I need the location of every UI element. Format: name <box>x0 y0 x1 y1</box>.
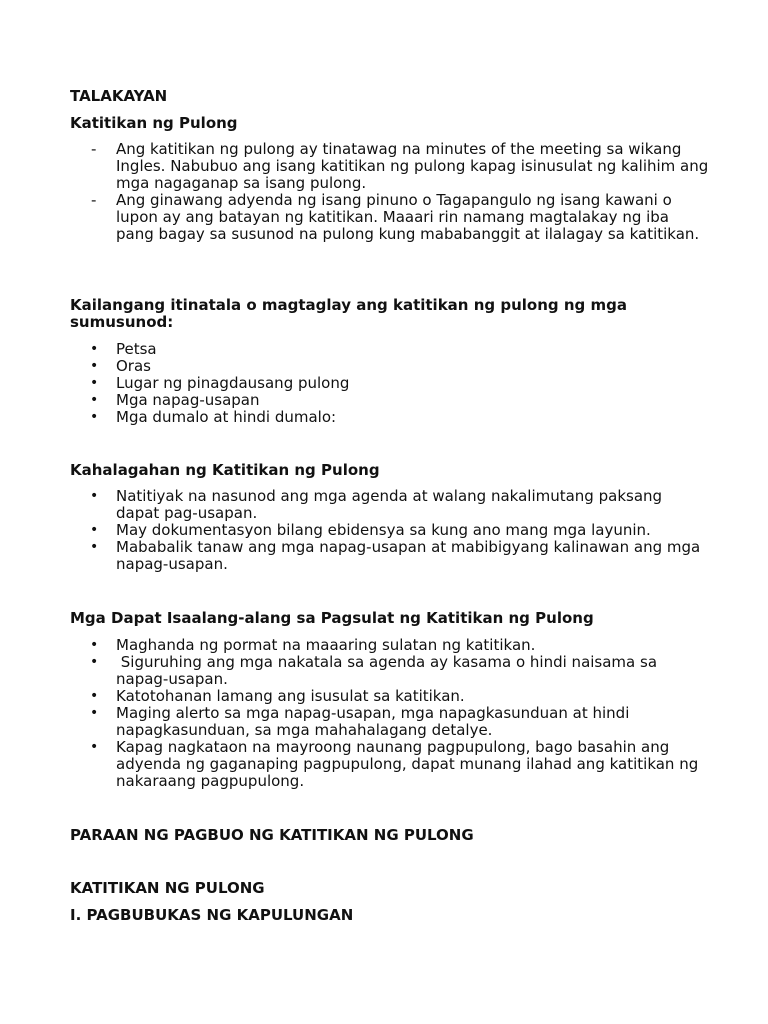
list-item <box>70 192 710 243</box>
bullet-marker: • <box>90 358 99 374</box>
list-item-text: May dokumentasyon bilang ebidensya sa kung ano mang mga layunin. <box>116 521 651 539</box>
list-item-text: Katotohanan lamang ang isusulat sa katitikan. <box>116 687 465 705</box>
list-item-text: Lugar ng pinagdausang pulong <box>116 374 350 392</box>
list-item <box>70 409 710 426</box>
list-item <box>70 522 710 539</box>
bullet-marker: • <box>90 341 99 357</box>
heading-paraan: PARAAN NG PAGBUO NG KATITIKAN NG PULONG <box>70 826 474 844</box>
list-item-text: Petsa <box>116 340 157 358</box>
bullet-marker: • <box>90 688 99 704</box>
list-item <box>70 375 710 392</box>
heading-katitikan-ng-pulong: KATITIKAN NG PULONG <box>70 879 265 897</box>
bullet-list-kahalagahan <box>70 488 710 573</box>
list-item-text: Ang ginawang adyenda ng isang pinuno o Tagapangulo ng isang kawani o lupon ay ang batayan ng katitikan. Maaari rin namang magtalakay ng iba pang bagay sa susunod na pulong kung mababanggit at ilalagay sa katitikan. <box>116 191 700 243</box>
dash-marker: - <box>91 140 97 158</box>
list-item-text: Mababalik tanaw ang mga napag-usapan at mabibigyang kalinawan ang mga napag-usapan. <box>116 538 701 573</box>
list-item-text: Maging alerto sa mga napag-usapan, mga napagkasunduan at hindi napagkasunduan, sa mga mahahalagang detalye. <box>116 704 630 739</box>
bullet-list-mga-dapat <box>70 637 710 790</box>
list-item-text: Siguruhing ang mga nakatala sa agenda ay kasama o hindi naisama sa napag-usapan. <box>116 653 662 688</box>
bullet-marker: • <box>90 739 99 755</box>
list-item-text: Ang katitikan ng pulong ay tinatawag na minutes of the meeting sa wikang Ingles. Nabubuo ang isang katitikan ng pulong kapag isinusulat ng kalihim ang mga nagaganap sa isang pulong. <box>116 140 709 192</box>
list-item-text: Natitiyak na nasunod ang mga agenda at walang nakalimutang paksang dapat pag-usapan. <box>116 487 663 522</box>
list-item <box>70 637 710 654</box>
bullet-marker: • <box>90 375 99 391</box>
list-item <box>70 739 710 790</box>
section-heading-katitikan: Katitikan ng Pulong <box>70 114 238 132</box>
bullet-marker: • <box>90 637 99 653</box>
bullet-marker: • <box>90 409 99 425</box>
dash-marker: - <box>91 191 97 209</box>
list-item <box>70 341 710 358</box>
bullet-list-kailangan <box>70 341 710 426</box>
list-item-text: Mga dumalo at hindi dumalo: <box>116 408 337 426</box>
list-item <box>70 488 710 522</box>
bullet-marker: • <box>90 392 99 408</box>
list-item-text: Maghanda ng pormat na maaaring sulatan ng katitikan. <box>116 636 536 654</box>
bullet-marker: • <box>90 705 99 721</box>
bullet-marker: • <box>90 488 99 504</box>
list-item-text: Mga napag-usapan <box>116 391 260 409</box>
list-item <box>70 654 710 688</box>
heading-pagbubukas: I. PAGBUBUKAS NG KAPULUNGAN <box>70 906 354 924</box>
document-title: TALAKAYAN <box>70 87 168 105</box>
list-item <box>70 141 710 192</box>
list-item <box>70 688 710 705</box>
bullet-marker: • <box>90 654 99 670</box>
section-heading-kahalagahan: Kahalagahan ng Katitikan ng Pulong <box>70 461 380 479</box>
list-item <box>70 358 710 375</box>
list-item <box>70 539 710 573</box>
bullet-marker: • <box>90 522 99 538</box>
section-heading-kailangan: Kailangang itinatala o magtaglay ang katitikan ng pulong ng mga sumusunod: <box>70 296 627 331</box>
bullet-marker: • <box>90 539 99 555</box>
list-item-text: Oras <box>116 357 151 375</box>
list-item <box>70 392 710 409</box>
section-heading-mga-dapat: Mga Dapat Isaalang-alang sa Pagsulat ng Katitikan ng Pulong <box>70 609 594 627</box>
list-item-text: Kapag nagkataon na mayroong naunang pagpupulong, bago basahin ang adyenda ng gaganaping pagpupulong, dapat munang ilahad ang katitikan ng nakaraang pagpupulong. <box>116 738 699 790</box>
list-item <box>70 705 710 739</box>
dash-list-katitikan <box>70 141 710 243</box>
